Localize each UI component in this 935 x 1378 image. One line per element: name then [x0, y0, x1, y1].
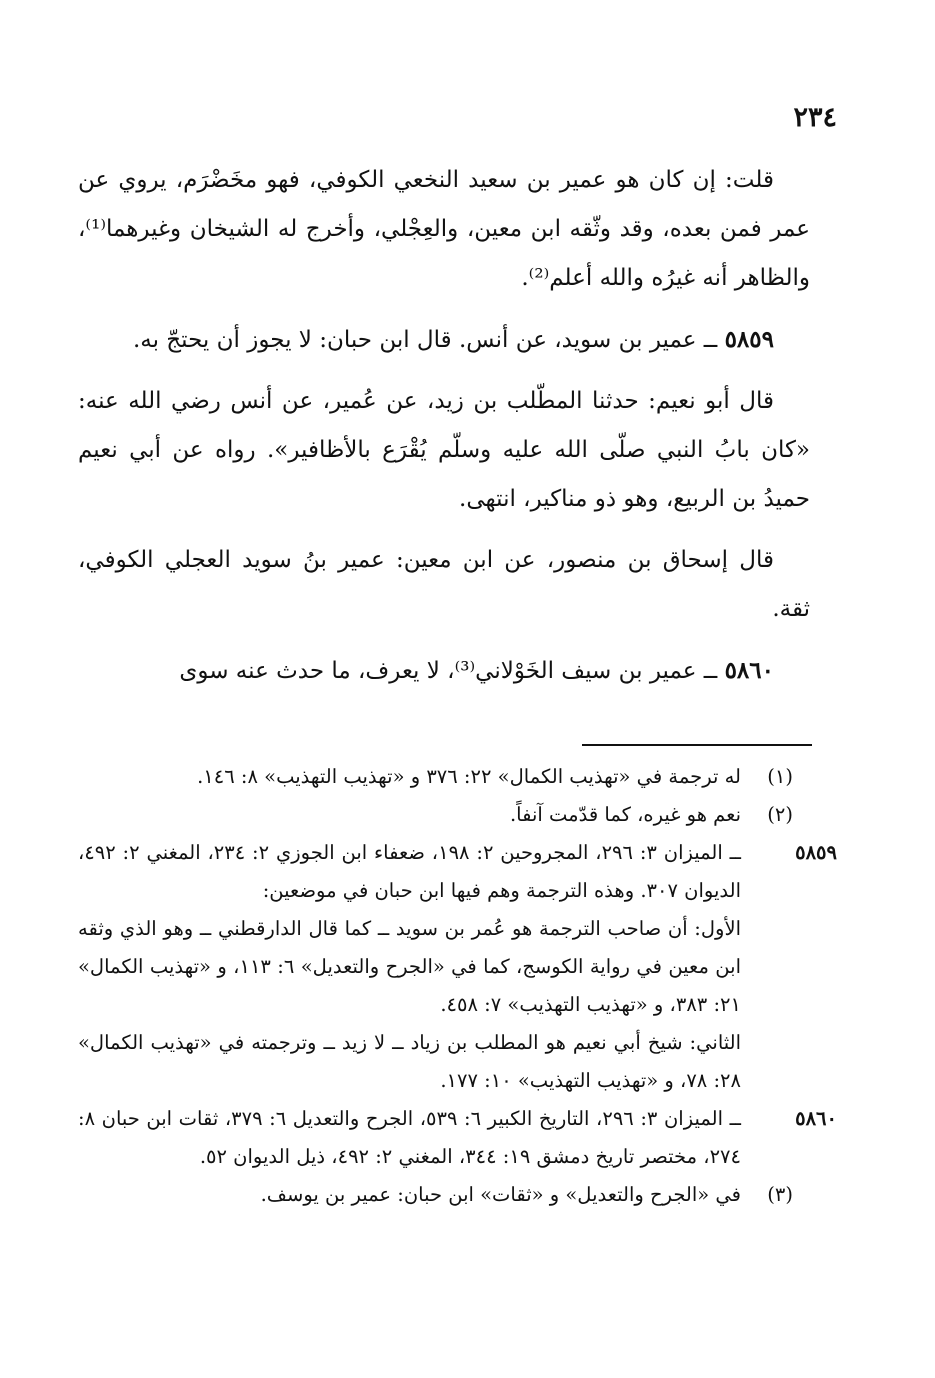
entry-text: ــ عمير بن سويد، عن أنس. قال ابن حبان: لا يجوز أن يحتجّ به.	[132, 327, 725, 353]
entry-number: ٥٨٥٩	[724, 326, 774, 353]
footnote-text: له ترجمة في «تهذيب الكمال» ٢٢: ٣٧٦ و «تهذيب التهذيب» ٨: ١٤٦.	[197, 765, 741, 788]
paragraph-text: قال أبو نعيم: حدثنا المطّلب بن زيد، عن عُمير، عن أنس رضي الله عنه: «كان بابُ النبي صلّى الله عليه وسلّم يُقْرَع بالأظافير». رواه عن أبي نعيم حميدُ بن الربيع، وهو ذو مناكير، انتهى.	[78, 388, 810, 512]
main-text	[78, 156, 810, 708]
entry-text: ــ عمير بن سيف الخَوْلاني⁽³⁾، لا يعرف، ما حدث عنه سوى	[179, 658, 725, 684]
footnote-3	[78, 1176, 837, 1214]
paragraph-text: قال إسحاق بن منصور، عن ابن معين: عمير بنُ سويد العجلي الكوفي، ثقة.	[78, 547, 810, 622]
paragraph-abu-nuaym	[78, 377, 810, 524]
source-line: الأول: أن صاحب الترجمة هو عُمر بن سويد ــ كما قال الدارقطني ــ وهو الذي وثقه ابن معين في رواية الكوسج، كما في «الجرح والتعديل» ٦: ١١٣، و «تهذيب الكمال» ٢١: ٣٨٣، و «تهذيب التهذيب» ٧: ٤٥٨.	[78, 917, 741, 1016]
entry-5860	[78, 646, 810, 696]
paragraph-text: قلت: إن كان هو عمير بن سعيد النخعي الكوفي، فهو مخَضْرَم، يروي عن عمر فمن بعده، وقد وثّقه ابن معين، والعِجْلي، وأخرج له الشيخان وغيرهما⁽¹⁾، والظاهر أنه غيرُه والله أعلم⁽²⁾.	[78, 167, 810, 291]
sources-5860	[78, 1100, 837, 1176]
source-line: ــ الميزان ٣: ٢٩٦، التاريخ الكبير ٦: ٥٣٩، الجرح والتعديل ٦: ٣٧٩، ثقات ابن حبان ٨: ٢٧٤، مختصر تاريخ دمشق ١٩: ٣٤٤، المغني ٢: ٤٩٢، ذيل الديوان ٥٢.	[78, 1107, 741, 1168]
footnote-1	[78, 758, 837, 796]
footnotes-area	[78, 758, 837, 1214]
footnote-text: في «الجرح والتعديل» و «ثقات» ابن حبان: عمير بن يوسف.	[260, 1183, 741, 1206]
entry-number: ٥٨٦٠	[724, 657, 774, 684]
footnote-text: نعم هو غيره، كما قدّمت آنفاً.	[509, 803, 741, 826]
page-number: ٢٣٤	[793, 102, 837, 133]
entry-5859	[78, 315, 810, 365]
footnote-separator	[582, 744, 812, 746]
footnote-label: (٣)	[767, 1183, 793, 1206]
source-entry-number: ٥٨٦٠	[795, 1107, 837, 1130]
footnote-label: (٢)	[767, 803, 793, 826]
source-line: ــ الميزان ٣: ٢٩٦، المجروحين ٢: ١٩٨، ضعفاء ابن الجوزي ٢: ٢٣٤، المغني ٢: ٤٩٢، الديوان ٣٠٧. وهذه الترجمة وهم فيها ابن حبان في موضعين:	[78, 841, 742, 902]
source-line: الثاني: شيخ أبي نعيم هو المطلب بن زياد ــ لا زيد ــ وترجمته في «تهذيب الكمال» ٢٨: ٧٨، و «تهذيب التهذيب» ١٠: ١٧٧.	[78, 1031, 741, 1092]
source-entry-number: ٥٨٥٩	[795, 841, 837, 864]
paragraph-ishaq	[78, 536, 810, 634]
paragraph-comment	[78, 156, 810, 303]
footnote-label: (١)	[767, 765, 793, 788]
footnote-2	[78, 796, 837, 834]
sources-5859	[78, 834, 837, 1100]
